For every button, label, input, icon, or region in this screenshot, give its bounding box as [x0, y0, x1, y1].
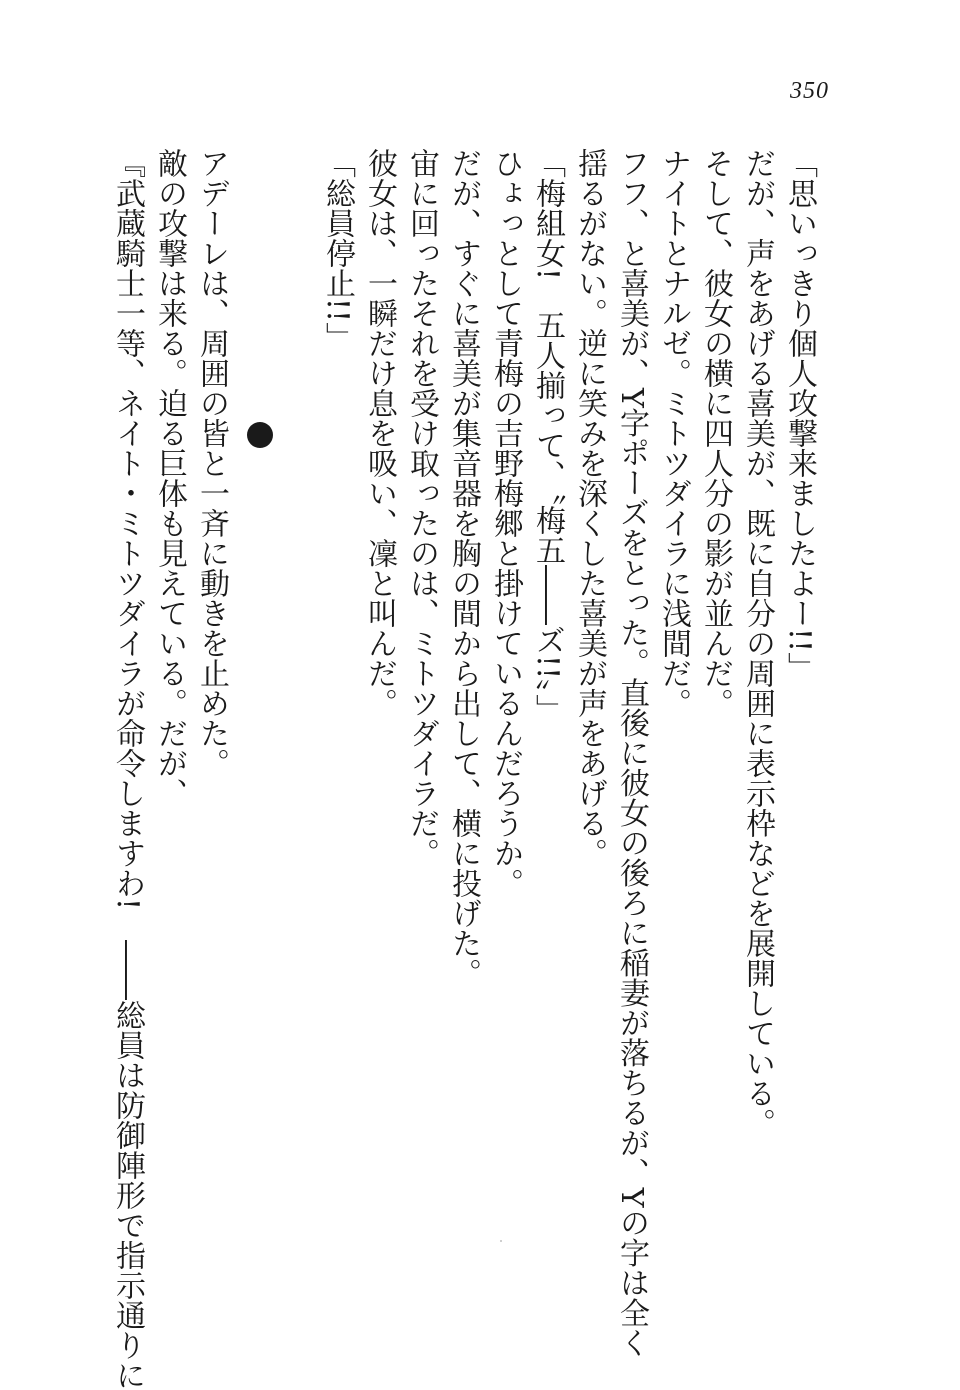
blank-line	[274, 148, 316, 1328]
text-line: 「思いっきり個人攻撃来ましたよー!!」	[782, 148, 817, 683]
text-line: アデーレは、周囲の皆と一斉に動きを止めた。	[194, 148, 229, 778]
text-line: 彼女は、一瞬だけ息を吸い、凜と叫んだ。	[362, 148, 397, 718]
text-line: そして、彼女の横に四人分の影が並んだ。	[698, 148, 733, 718]
text-line: だが、すぐに喜美が集音器を胸の間から出して、横に投げた。	[446, 148, 481, 988]
text-line: だが、声をあげる喜美が、既に自分の周囲に表示枠などを展開している。	[740, 148, 775, 1138]
text-line: 揺るがない。逆に笑みを深くした喜美が声をあげる。	[572, 148, 607, 868]
text-line: ナイトとナルゼ。ミトツダイラに浅間だ。	[656, 148, 691, 718]
text-line: ひょっとして青梅の吉野梅郷と掛けているんだろうか。	[488, 148, 523, 898]
text-line: フフ、と喜美が、Y字ポーズをとった。直後に彼女の後ろに稲妻が落ちるが、Yの字は全く	[614, 148, 649, 1358]
blank-line	[232, 148, 274, 1328]
text-line: 敵の攻撃は来る。迫る巨体も見えている。だが、	[152, 148, 187, 808]
text-line: 「梅組女! 五人揃って、〝梅五――ズ!!〟」	[530, 148, 565, 725]
vertical-text-body	[110, 148, 820, 1390]
page-number: 350	[790, 78, 829, 104]
text-line: 宙に回ったそれを受け取ったのは、ミトツダイラだ。	[404, 148, 439, 868]
text-line: 「総員停止!!」	[320, 148, 355, 353]
text-line: 『武蔵騎士一等、ネイト・ミトツダイラが命令しますわ! ――総員は防御陣形で指示通りに	[110, 148, 145, 1390]
